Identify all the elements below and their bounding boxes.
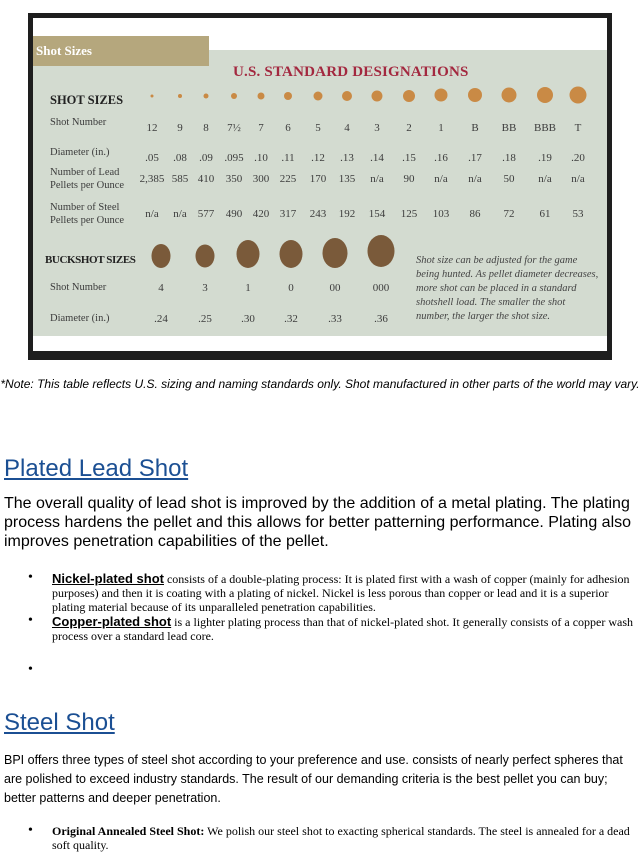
- shot-lead-cell: n/a: [538, 173, 552, 185]
- list-item: [0, 614, 640, 643]
- shot-steel-cell: 61: [539, 208, 551, 220]
- shot-numbers-cell: T: [574, 122, 582, 134]
- buck-number-cell: 00: [329, 282, 341, 294]
- buck-diameter-cell: .36: [374, 313, 388, 325]
- shot-steel-cell: 243: [309, 208, 327, 220]
- chart-side-note: Shot size can be adjusted for the game being hunted. As pellet diameter decreases, more shot can be placed in a standard shotshell load. The smaller the shot number, the larger the shot size.: [416, 255, 599, 322]
- shot-diameters-cell: .09: [199, 152, 213, 164]
- shot-numbers-cell: 5: [315, 122, 321, 134]
- buck-diameter-cell: .24: [154, 313, 168, 325]
- shot-diameters-cell: .16: [434, 152, 448, 164]
- shot-lead-cell: 300: [252, 173, 270, 185]
- buckshot-dot: [237, 240, 260, 268]
- shot-lead-cell: 50: [503, 173, 515, 185]
- buckshot-dot: [368, 235, 395, 267]
- shot-numbers-cell: B: [471, 122, 479, 134]
- shot-numbers-cell: 12: [146, 122, 158, 134]
- shot-diameters-cell: .08: [173, 152, 187, 164]
- chart-tab-label: Shot Sizes: [33, 36, 209, 66]
- pellet-dot: [372, 91, 383, 102]
- shot-numbers-cell: 3: [374, 122, 380, 134]
- pellet-dot: [151, 95, 154, 98]
- shot-steel-cell: 125: [400, 208, 418, 220]
- shot-lead-cell: 585: [171, 173, 189, 185]
- shot-steel-cell: 577: [197, 208, 215, 220]
- buckshot-sizes-heading: BUCKSHOT SIZES: [45, 254, 136, 266]
- shot-lead-cell: 2,385: [139, 173, 165, 185]
- shot-diameters-cell: .13: [340, 152, 354, 164]
- shot-diameters-cell: .20: [571, 152, 585, 164]
- shot-numbers-cell: 9: [177, 122, 183, 134]
- shot-diameters-cell: .19: [538, 152, 552, 164]
- pellet-dot: [314, 92, 323, 101]
- pellet-dot: [342, 91, 352, 101]
- shot-lead-cell: 90: [403, 173, 415, 185]
- shot-diameters-cell: .15: [402, 152, 416, 164]
- shot-steel-cell: 317: [279, 208, 297, 220]
- shot-numbers-cell: 7½: [227, 122, 241, 134]
- row-label: Diameter (in.): [50, 147, 110, 158]
- shot-numbers-cell: 8: [203, 122, 209, 134]
- list-item: [0, 824, 640, 852]
- buck-diameter-cell: .30: [241, 313, 255, 325]
- shot-numbers-cell: BB: [501, 122, 517, 134]
- row-label: Number of Lead Pellets per Ounce: [50, 167, 125, 191]
- shot-diameters-cell: .18: [502, 152, 516, 164]
- shot-lead-cell: 135: [338, 173, 356, 185]
- shot-lead-cell: n/a: [434, 173, 448, 185]
- empty-list-item: [0, 663, 640, 677]
- pellet-dot: [258, 93, 265, 100]
- buckshot-dot: [196, 245, 215, 268]
- pellet-dot: [537, 87, 553, 103]
- item-text: We polish our steel shot to exacting spherical standards. The steel is annealed for a dead soft quality.: [52, 824, 630, 852]
- shot-steel-cell: 72: [503, 208, 515, 220]
- shot-diameters-cell: .05: [145, 152, 159, 164]
- buck-number-cell: 000: [372, 282, 390, 294]
- shot-steel-cell: 154: [368, 208, 386, 220]
- shot-numbers-cell: 6: [285, 122, 291, 134]
- shot-lead-cell: n/a: [370, 173, 384, 185]
- shot-steel-cell: 103: [432, 208, 450, 220]
- shot-lead-cell: n/a: [468, 173, 482, 185]
- buck-number-cell: 1: [245, 282, 251, 294]
- chart-title: U.S. STANDARD DESIGNATIONS: [233, 64, 469, 80]
- steel-intro: BPI offers three types of steel shot according to your preference and use. consists of nearly perfect spheres that are polished to exceed industry standards. The result of our demanding criteria is the best pellet you can buy; better patterns and deeper penetration.: [4, 753, 623, 805]
- buckshot-dot: [152, 244, 171, 268]
- buck-diameter-cell: .32: [284, 313, 298, 325]
- pellet-dot: [502, 88, 517, 103]
- row-label: Diameter (in.): [50, 313, 110, 324]
- steel-shot-heading[interactable]: Steel Shot: [4, 709, 115, 736]
- buck-number-cell: 0: [288, 282, 294, 294]
- copper-plated-link[interactable]: Copper-plated shot: [52, 614, 172, 629]
- shot-numbers-cell: 4: [344, 122, 350, 134]
- pellet-dot: [178, 94, 182, 98]
- shot-steel-cell: 490: [225, 208, 243, 220]
- item-term: Original Annealed Steel Shot:: [52, 824, 205, 838]
- shot-lead-cell: 170: [309, 173, 327, 185]
- shot-lead-cell: n/a: [571, 173, 585, 185]
- shot-diameters-cell: .11: [281, 152, 295, 164]
- row-label: Shot Number: [50, 282, 107, 293]
- shot-size-chart-image: [28, 13, 612, 360]
- shot-numbers-cell: 2: [406, 122, 412, 134]
- pellet-dot: [403, 90, 415, 102]
- pellet-dot: [284, 92, 292, 100]
- plated-list: [0, 571, 640, 677]
- shot-diameters-cell: .17: [468, 152, 482, 164]
- shot-numbers-cell: 7: [258, 122, 264, 134]
- buckshot-dot: [323, 238, 348, 268]
- shot-lead-cell: 225: [279, 173, 297, 185]
- buck-number-cell: 4: [158, 282, 164, 294]
- shot-steel-cell: n/a: [145, 208, 159, 220]
- pellet-dot: [468, 88, 482, 102]
- shot-numbers-cell: 1: [438, 122, 444, 134]
- shot-diameters-cell: .10: [254, 152, 268, 164]
- shot-diameters-cell: .14: [370, 152, 384, 164]
- shot-diameters-cell: .095: [224, 152, 244, 164]
- pellet-dot: [435, 89, 448, 102]
- pellet-dot: [231, 93, 237, 99]
- buckshot-dot: [280, 240, 303, 268]
- shot-steel-cell: n/a: [173, 208, 187, 220]
- row-label: Shot Number: [50, 117, 107, 128]
- item-text: consists of a double-plating process: It is plated first with a wash of copper (mainly for adhesion purposes) and then it is coating with a plating of nickel. Nickel is less porous than copper or lead and it is a superior plating material because of its unparalleled penetration capabilities.: [52, 572, 630, 614]
- buck-number-cell: 3: [202, 282, 208, 294]
- shot-steel-cell: 86: [469, 208, 481, 220]
- steel-list: [0, 824, 640, 852]
- shot-numbers-cell: BBB: [533, 122, 557, 134]
- shot-lead-cell: 410: [197, 173, 215, 185]
- buck-diameter-cell: .33: [328, 313, 342, 325]
- nickel-plated-link[interactable]: Nickel-plated shot: [52, 571, 164, 586]
- row-label: Number of Steel Pellets per Ounce: [50, 202, 125, 226]
- list-item: [0, 571, 640, 614]
- shot-steel-cell: 192: [338, 208, 356, 220]
- shot-steel-cell: 53: [572, 208, 584, 220]
- item-text: is a lighter plating process than that of nickel-plated shot. It generally consists of a copper wash process over a standard lead core.: [52, 615, 634, 643]
- buck-diameter-cell: .25: [198, 313, 212, 325]
- shot-steel-cell: 420: [252, 208, 270, 220]
- plated-lead-shot-heading[interactable]: Plated Lead Shot: [4, 455, 189, 482]
- pellet-dot: [570, 87, 587, 104]
- shot-diameters-cell: .12: [311, 152, 325, 164]
- pellet-dot: [204, 94, 209, 99]
- shot-lead-cell: 350: [225, 173, 243, 185]
- plated-intro: The overall quality of lead shot is improved by the addition of a metal plating. The plating process hardens the pellet and this allows for better patterning performance. Plating also improves penetration capabilities of the pellet.: [4, 495, 632, 550]
- shot-sizes-heading: SHOT SIZES: [50, 93, 124, 107]
- table-note: *Note: This table reflects U.S. sizing and naming standards only. Shot manufactured in other parts of the world may vary.: [0, 377, 640, 391]
